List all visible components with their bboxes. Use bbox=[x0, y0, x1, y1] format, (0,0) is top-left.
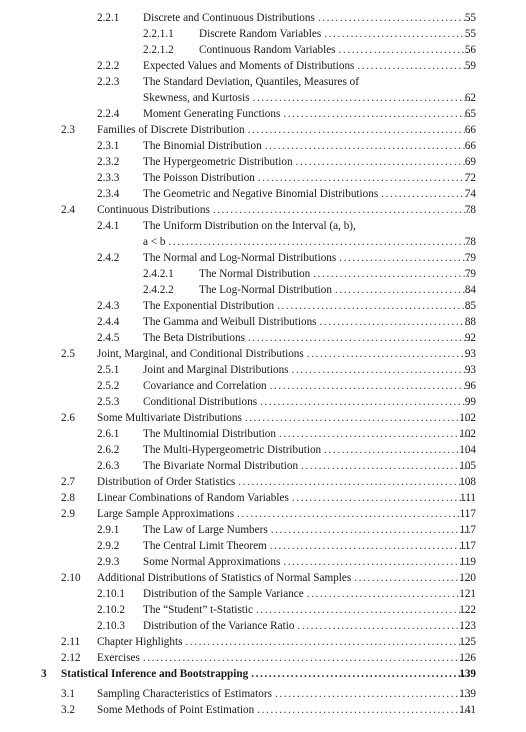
toc-entry-number: 2.10.2 bbox=[97, 604, 125, 616]
toc-entry-number: 2.6.1 bbox=[97, 428, 120, 440]
toc-entry-number: 2.10.1 bbox=[97, 588, 125, 600]
toc-entry-title: Linear Combinations of Random Variables bbox=[97, 492, 289, 504]
toc-entry-page: 108 bbox=[459, 476, 476, 488]
toc-entry-title: Expected Values and Moments of Distributions bbox=[143, 60, 355, 72]
dot-leader bbox=[298, 458, 470, 474]
toc-entry-number: 3.2 bbox=[61, 704, 75, 716]
toc-entry-title: a < b bbox=[143, 236, 166, 248]
toc-entry-title: Statistical Inference and Bootstrapping bbox=[61, 668, 249, 680]
dot-leader bbox=[165, 234, 470, 250]
toc-entry-number: 2.4.3 bbox=[97, 300, 120, 312]
dot-leader bbox=[253, 602, 470, 618]
toc-entry-title: Continuous Distributions bbox=[97, 204, 210, 216]
toc-entry-number: 2.11 bbox=[61, 636, 81, 648]
toc-entry-page: 84 bbox=[464, 284, 476, 296]
toc-entry-title: The Normal and Log-Normal Distributions bbox=[143, 252, 337, 264]
toc-entry-number: 2.4.2.2 bbox=[143, 284, 174, 296]
toc-entry-title: The Geometric and Negative Binomial Distributions bbox=[143, 188, 379, 200]
toc-entry-number: 2.3.3 bbox=[97, 172, 120, 184]
toc-entry-number: 2.8 bbox=[61, 492, 75, 504]
toc-entry-page: 78 bbox=[464, 236, 476, 248]
dot-leader bbox=[293, 154, 470, 170]
toc-entry-number: 2.9 bbox=[61, 508, 75, 520]
toc-entry-number: 2.4.1 bbox=[97, 220, 120, 232]
toc-entry-title: The Beta Distributions bbox=[143, 332, 245, 344]
toc-entry[interactable] bbox=[0, 410, 526, 426]
toc-entry-title: The Multi-Hypergeometric Distribution bbox=[143, 444, 322, 456]
toc-entry[interactable] bbox=[0, 570, 526, 586]
toc-entry-title: Large Sample Approximations bbox=[97, 508, 235, 520]
toc-entry[interactable] bbox=[0, 442, 526, 458]
toc-entry-title: The Gamma and Weibull Distributions bbox=[143, 316, 317, 328]
dot-leader bbox=[274, 298, 470, 314]
toc-entry[interactable] bbox=[0, 154, 526, 170]
dot-leader bbox=[245, 330, 470, 346]
toc-entry-page: 139 bbox=[459, 688, 476, 700]
toc-entry-title: Chapter Highlights bbox=[97, 636, 183, 648]
toc-entry-title: Moment Generating Functions bbox=[143, 108, 281, 120]
toc-entry-page: 66 bbox=[464, 124, 476, 136]
toc-entry-page: 102 bbox=[459, 412, 476, 424]
toc-entry-page: 122 bbox=[459, 604, 476, 616]
toc-entry-number: 2.2.4 bbox=[97, 108, 120, 120]
dot-leader bbox=[268, 522, 470, 538]
toc-entry-title: Some Methods of Point Estimation bbox=[97, 704, 255, 716]
toc-entry-page: 55 bbox=[464, 12, 476, 24]
toc-entry[interactable] bbox=[0, 218, 526, 234]
toc-entry-page: 88 bbox=[464, 316, 476, 328]
toc-entry-page: 111 bbox=[460, 492, 476, 504]
toc-entry-number: 2.3.4 bbox=[97, 188, 120, 200]
toc-entry-title: Some Multivariate Distributions bbox=[97, 412, 242, 424]
toc-entry-number: 2.5.1 bbox=[97, 364, 120, 376]
toc-entry-page: 55 bbox=[464, 28, 476, 40]
dot-leader bbox=[250, 90, 470, 106]
toc-entry-title: The Binomial Distribution bbox=[143, 140, 262, 152]
toc-entry-number: 2.3.2 bbox=[97, 156, 120, 168]
toc-entry-title: The “Student” t-Statistic bbox=[143, 604, 253, 616]
toc-entry-page: 72 bbox=[464, 172, 476, 184]
toc-entry-number: 2.9.1 bbox=[97, 524, 120, 536]
dot-leader bbox=[182, 634, 470, 650]
toc-entry-number: 2.6 bbox=[61, 412, 75, 424]
toc-entry-number: 2.5 bbox=[61, 348, 75, 360]
toc-entry[interactable] bbox=[0, 58, 526, 74]
toc-entry-page: 69 bbox=[464, 156, 476, 168]
toc-entry-number: 2.6.3 bbox=[97, 460, 120, 472]
toc-entry-number: 2.6.2 bbox=[97, 444, 120, 456]
toc-entry[interactable] bbox=[0, 618, 526, 634]
toc-entry[interactable] bbox=[0, 138, 526, 154]
dot-leader bbox=[272, 686, 470, 702]
toc-entry-page: 141 bbox=[459, 704, 476, 716]
toc-entry-page: 126 bbox=[459, 652, 476, 664]
toc-entry[interactable] bbox=[0, 474, 526, 490]
dot-leader bbox=[248, 666, 470, 682]
toc-entry-page: 104 bbox=[459, 444, 476, 456]
dot-leader bbox=[257, 394, 470, 410]
toc-entry-number: 2.12 bbox=[61, 652, 81, 664]
toc-entry-page: 123 bbox=[459, 620, 476, 632]
toc-entry-page: 79 bbox=[464, 252, 476, 264]
toc-entry-page: 79 bbox=[464, 268, 476, 280]
toc-entry-number: 2.2.3 bbox=[97, 76, 120, 88]
toc-entry-title: Distribution of the Sample Variance bbox=[143, 588, 304, 600]
toc-entry-number: 2.4.2.1 bbox=[143, 268, 174, 280]
toc-entry[interactable] bbox=[0, 234, 526, 250]
toc-entry-number: 2.2.1.1 bbox=[143, 28, 174, 40]
toc-entry-title: Some Normal Approximations bbox=[143, 556, 281, 568]
toc-entry-page: 74 bbox=[464, 188, 476, 200]
toc-entry-page: 99 bbox=[464, 396, 476, 408]
toc-entry[interactable] bbox=[0, 538, 526, 554]
toc-entry[interactable] bbox=[0, 490, 526, 506]
toc-entry[interactable] bbox=[0, 426, 526, 442]
toc-entry-title: The Normal Distribution bbox=[199, 268, 311, 280]
toc-entry[interactable] bbox=[0, 634, 526, 650]
toc-entry[interactable] bbox=[0, 250, 526, 266]
toc-entry[interactable] bbox=[0, 314, 526, 330]
toc-entry[interactable] bbox=[0, 702, 526, 718]
toc-entry-page: 117 bbox=[459, 524, 476, 536]
toc-entry-title: The Uniform Distribution on the Interval (a, b), bbox=[143, 220, 356, 232]
toc-entry-page: 117 bbox=[459, 508, 476, 520]
toc-entry[interactable] bbox=[0, 522, 526, 538]
toc-entry[interactable] bbox=[0, 346, 526, 362]
toc-entry[interactable] bbox=[0, 586, 526, 602]
toc-entry-page: 66 bbox=[464, 140, 476, 152]
dot-leader bbox=[234, 506, 470, 522]
toc-entry-title: Distribution of the Variance Ratio bbox=[143, 620, 295, 632]
toc-entry-page: 139 bbox=[459, 668, 476, 680]
toc-entry-page: 65 bbox=[464, 108, 476, 120]
dot-leader bbox=[140, 650, 470, 666]
toc-entry-page: 92 bbox=[464, 332, 476, 344]
toc-entry-number: 2.5.2 bbox=[97, 380, 120, 392]
toc-entry-page: 120 bbox=[459, 572, 476, 584]
toc-entry-number: 2.2.1.2 bbox=[143, 44, 174, 56]
toc-entry[interactable] bbox=[0, 506, 526, 522]
toc-entry-number: 2.4.2 bbox=[97, 252, 120, 264]
toc-entry-number: 2.10 bbox=[61, 572, 81, 584]
toc-entry[interactable] bbox=[0, 378, 526, 394]
toc-entry-page: 93 bbox=[464, 348, 476, 360]
toc-entry-number: 2.9.2 bbox=[97, 540, 120, 552]
toc-entry[interactable] bbox=[0, 10, 526, 26]
toc-entry[interactable] bbox=[0, 650, 526, 666]
toc-entry-page: 105 bbox=[459, 460, 476, 472]
toc-entry[interactable] bbox=[0, 298, 526, 314]
toc-entry-number: 2.4.5 bbox=[97, 332, 120, 344]
toc-entry-title: The Hypergeometric Distribution bbox=[143, 156, 293, 168]
dot-leader bbox=[255, 170, 470, 186]
dot-leader bbox=[276, 426, 470, 442]
dot-leader bbox=[267, 538, 470, 554]
toc-entry-number: 2.7 bbox=[61, 476, 75, 488]
toc-entry-title: Exercises bbox=[97, 652, 140, 664]
toc-entry-number: 2.2.2 bbox=[97, 60, 120, 72]
toc-entry-page: 85 bbox=[464, 300, 476, 312]
toc-entry-page: 96 bbox=[464, 380, 476, 392]
toc-entry[interactable] bbox=[0, 186, 526, 202]
toc-entry-title: The Log-Normal Distribution bbox=[199, 284, 332, 296]
dot-leader bbox=[289, 490, 470, 506]
dot-leader bbox=[294, 618, 470, 634]
toc-entry-number: 2.4.4 bbox=[97, 316, 120, 328]
toc-entry-title: Distribution of Order Statistics bbox=[97, 476, 236, 488]
toc-entry-page: 59 bbox=[464, 60, 476, 72]
dot-leader bbox=[254, 702, 470, 718]
toc-entry-number: 2.4 bbox=[61, 204, 75, 216]
toc-entry[interactable] bbox=[0, 122, 526, 138]
toc-entry[interactable] bbox=[0, 362, 526, 378]
toc-entry[interactable] bbox=[0, 394, 526, 410]
toc-entry-title: Additional Distributions of Statistics of Normal Samples bbox=[97, 572, 352, 584]
toc-entry-page: 62 bbox=[464, 92, 476, 104]
dot-leader bbox=[280, 554, 470, 570]
toc-entry-title: The Law of Large Numbers bbox=[143, 524, 268, 536]
toc-entry-title: Joint and Marginal Distributions bbox=[143, 364, 289, 376]
toc-entry[interactable] bbox=[0, 330, 526, 346]
toc-entry-number: 3.1 bbox=[61, 688, 75, 700]
toc-entry-title: Skewness, and Kurtosis bbox=[143, 92, 250, 104]
toc-entry[interactable] bbox=[0, 202, 526, 218]
toc-entry[interactable] bbox=[0, 282, 526, 298]
toc-entry[interactable] bbox=[0, 42, 526, 58]
toc-entry-number: 3 bbox=[41, 668, 47, 680]
dot-leader bbox=[242, 410, 470, 426]
dot-leader bbox=[262, 138, 470, 154]
toc-entry-title: Discrete and Continuous Distributions bbox=[143, 12, 315, 24]
dot-leader bbox=[267, 378, 470, 394]
toc-entry-page: 125 bbox=[459, 636, 476, 648]
toc-entry-page: 102 bbox=[459, 428, 476, 440]
toc-entry-title: Sampling Characteristics of Estimators bbox=[97, 688, 272, 700]
toc-entry[interactable] bbox=[0, 666, 526, 682]
toc-entry-title: The Bivariate Normal Distribution bbox=[143, 460, 299, 472]
toc-entry-page: 56 bbox=[464, 44, 476, 56]
toc-entry-title: The Central Limit Theorem bbox=[143, 540, 267, 552]
toc-entry-number: 2.2.1 bbox=[97, 12, 120, 24]
toc-entry-page: 119 bbox=[459, 556, 476, 568]
toc-entry-page: 93 bbox=[464, 364, 476, 376]
toc-entry-number: 2.9.3 bbox=[97, 556, 120, 568]
toc-entry-title: The Poisson Distribution bbox=[143, 172, 255, 184]
toc-entry[interactable] bbox=[0, 90, 526, 106]
dot-leader bbox=[210, 202, 470, 218]
toc-entry[interactable] bbox=[0, 554, 526, 570]
toc-entry-title: Continuous Random Variables bbox=[199, 44, 336, 56]
toc-entry-title: Families of Discrete Distribution bbox=[97, 124, 245, 136]
toc-entry-title: The Multinomial Distribution bbox=[143, 428, 276, 440]
toc-entry[interactable] bbox=[0, 74, 526, 90]
toc-entry-title: Discrete Random Variables bbox=[199, 28, 322, 40]
toc-entry-number: 2.3 bbox=[61, 124, 75, 136]
toc-entry-title: Covariance and Correlation bbox=[143, 380, 267, 392]
toc-entry[interactable] bbox=[0, 26, 526, 42]
toc-entry-title: Joint, Marginal, and Conditional Distributions bbox=[97, 348, 304, 360]
dot-leader bbox=[280, 106, 470, 122]
toc-entry[interactable] bbox=[0, 602, 526, 618]
dot-leader bbox=[289, 362, 470, 378]
toc-entry[interactable] bbox=[0, 686, 526, 702]
toc-entry[interactable] bbox=[0, 170, 526, 186]
toc-entry-title: Conditional Distributions bbox=[143, 396, 258, 408]
toc-entry[interactable] bbox=[0, 266, 526, 282]
toc-entry[interactable] bbox=[0, 458, 526, 474]
toc-entry-page: 117 bbox=[459, 540, 476, 552]
toc-entry-title: The Standard Deviation, Quantiles, Measures of bbox=[143, 76, 359, 88]
toc-entry-number: 2.5.3 bbox=[97, 396, 120, 408]
toc-entry[interactable] bbox=[0, 106, 526, 122]
toc-entry-number: 2.3.1 bbox=[97, 140, 120, 152]
dot-leader bbox=[245, 122, 470, 138]
toc-entry-page: 121 bbox=[459, 588, 476, 600]
toc-entry-page: 78 bbox=[464, 204, 476, 216]
dot-leader bbox=[235, 474, 470, 490]
toc-entry-number: 2.10.3 bbox=[97, 620, 125, 632]
toc-entry-title: The Exponential Distribution bbox=[143, 300, 275, 312]
